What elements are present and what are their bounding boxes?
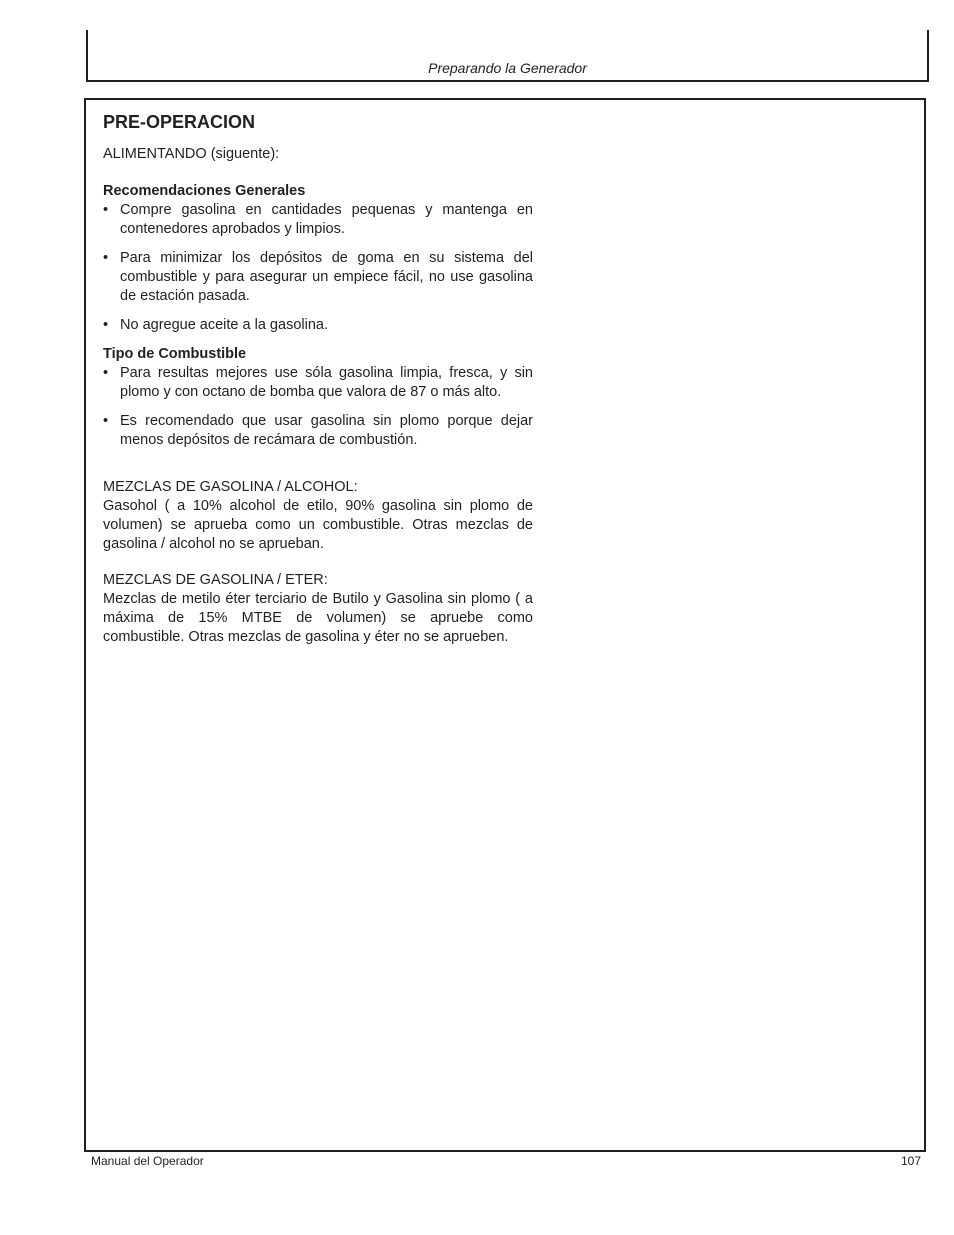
general-list bbox=[103, 201, 533, 335]
bullet-icon: • bbox=[103, 202, 109, 218]
bullet-icon: • bbox=[103, 250, 109, 266]
intro-text: ALIMENTANDO (siguente): bbox=[103, 146, 280, 162]
section-title: PRE-OPERACION bbox=[103, 112, 256, 132]
bullet-icon: • bbox=[103, 413, 109, 429]
ether-text: Mezclas de metilo éter terciario de Butilo y Gasolina sin plomo ( a máxima de 15% MTBE de volumen) se apruebe como combustible. Otras mezclas de gasolina y éter no se aprueben. bbox=[103, 591, 533, 645]
list-item: • No agregue aceite a la gasolina. bbox=[103, 317, 328, 333]
bullet-icon: • bbox=[103, 365, 109, 381]
content-column bbox=[103, 112, 533, 647]
list-item: • Es recomendado que usar gasolina sin plomo porque dejar menos depósitos de recámara de combustión. bbox=[103, 413, 533, 448]
list-item: • Compre gasolina en cantidades pequenas y mantenga en contenedores aprobados y limpios. bbox=[103, 202, 533, 237]
ether-heading: MEZCLAS DE GASOLINA / ETER: bbox=[103, 572, 328, 588]
content-frame bbox=[84, 98, 926, 1152]
general-heading: Recomendaciones Generales bbox=[103, 183, 306, 199]
header-frame bbox=[86, 30, 929, 82]
list-item: • Para minimizar los depósitos de goma en su sistema del combustible y para asegurar un empiece fácil, no use gasolina de estación pasada. bbox=[103, 250, 533, 304]
footer-manual-title: Manual del Operador bbox=[91, 1154, 204, 1168]
fuel-type-list bbox=[103, 364, 533, 450]
alcohol-heading: MEZCLAS DE GASOLINA / ALCOHOL: bbox=[103, 479, 358, 495]
bullet-icon: • bbox=[103, 317, 109, 333]
header-title: Preparando la Generador bbox=[428, 60, 587, 76]
list-item: • Para resultas mejores use sóla gasolina limpia, fresca, y sin plomo y con octano de bomba que valora de 87 o más alto. bbox=[103, 365, 533, 400]
fuel-type-heading: Tipo de Combustible bbox=[103, 346, 247, 362]
alcohol-text: Gasohol ( a 10% alcohol de etilo, 90% gasolina sin plomo de volumen) se aprueba como un combustible. Otras mezclas de gasolina / alcohol no se aprueban. bbox=[103, 498, 533, 552]
page-number: 107 bbox=[900, 1154, 921, 1168]
